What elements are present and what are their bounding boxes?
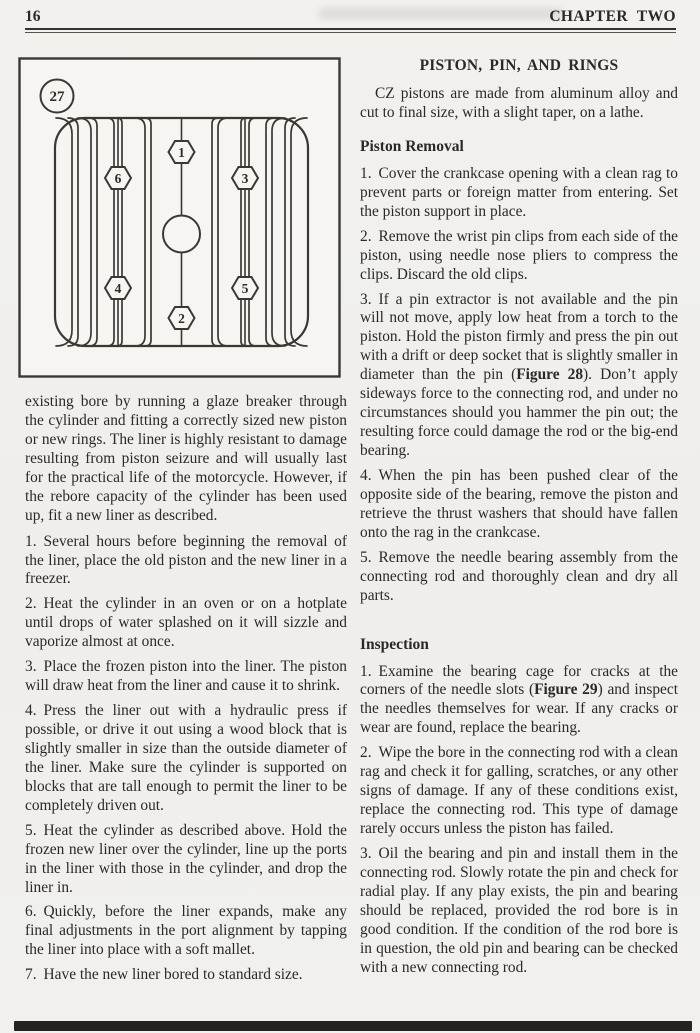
inspection-heading: Inspection	[360, 635, 429, 653]
step-number: 1.	[360, 662, 372, 680]
scan-bottom-bar	[14, 1021, 692, 1031]
step-text: Heat the cylinder as described above. Hold the frozen new liner over the cylinder, line up the ports in the liner with those in the cylinder, and drop the liner in.	[25, 821, 347, 896]
step-number: 2.	[360, 744, 372, 762]
callout-3: 3	[241, 170, 249, 186]
page-header	[25, 8, 676, 26]
step-text: ) and inspect the needles themselves for wear. If any cracks or wear are found, replace the bearing.	[360, 681, 678, 737]
step-text: Wipe the bore in the connecting rod with a clean rag and check it for galling, scratches, or any other signs of damage. If any of these conditions exist, replace the connecting rod. This type of damage rarely occurs unless the piston has failed.	[360, 744, 678, 837]
step-paragraph	[360, 467, 678, 543]
step-text: Press the liner out with a hydraulic press if possible, or drive it out using a wood block that is slightly smaller in size than the outside diameter of the liner. Make sure the cylinder is supported on blocks that are tall enough to permit the liner to be completely driven out.	[25, 702, 347, 814]
intro-paragraph: CZ pistons are made from aluminum alloy and cut to final size, with a slight taper, on a lathe.	[360, 85, 678, 121]
step-paragraph	[25, 966, 347, 985]
step-text: Examine the bearing cage for cracks at the corners of the needle slots (	[360, 662, 678, 699]
step-paragraph	[360, 549, 678, 606]
cylinder-head-torque-sequence-drawing	[18, 57, 341, 378]
step-text: Oil the bearing and pin and install them in the connecting rod. Slowly rotate the pin and check for radial play. If any play exists, the pin and bearing should be replaced, provided the rod bore is in good condition. If the condition of the rod bore is in question, the old pin and bearing can be checked with a new connecting rod.	[360, 844, 678, 976]
step-number: 5.	[25, 821, 37, 839]
callout-2: 2	[178, 310, 185, 326]
step-number: 4.	[360, 466, 372, 484]
step-paragraph	[360, 165, 678, 222]
chapter-title: CHAPTER TWO	[549, 8, 676, 25]
callout-5: 5	[241, 280, 249, 296]
step-paragraph	[360, 744, 678, 839]
step-text: ). Don’t apply sideways force to the connecting rod, and under no circumstances should you hammer the pin out; the resulting force could damage the rod or the big-end bearing.	[360, 366, 678, 459]
step-number: 3.	[360, 290, 372, 308]
step-paragraph	[25, 595, 347, 652]
step-text: Remove the needle bearing assembly from the connecting rod and thoroughly clean and dry all parts.	[360, 548, 678, 604]
step-paragraph	[360, 663, 678, 739]
continuation-paragraph: existing bore by running a glaze breaker through the cylinder and fitting a correctly sized new piston or new rings. The liner is highly resistant to damage resulting from piston seizure and will usually last for the practical life of the motorcycle. However, if the rebore capacity of the cylinder has been used up, fit a new liner as described.	[25, 393, 347, 524]
step-number: 7.	[25, 966, 37, 984]
step-paragraph	[25, 903, 347, 960]
step-text: Quickly, before the liner expands, make any final adjustments in the port alignment by tapping the liner into place with a soft mallet.	[25, 903, 347, 959]
step-number: 3.	[25, 658, 37, 676]
page-number: 16	[25, 8, 41, 25]
right-column	[360, 55, 678, 991]
step-text: If a pin extractor is not available and the pin will not move, apply low heat from a torch to the piston. Hold the piston firmly and press the pin out with a drift or deep socket that is slightly smaller in diameter than the pin (	[360, 290, 678, 384]
step-number: 3.	[360, 844, 372, 862]
figure-number-label: 27	[49, 89, 65, 105]
figure-reference: Figure 29	[534, 681, 598, 699]
step-text: Cover the crankcase opening with a clean rag to prevent parts or foreign matter from entering. Set the piston support in place.	[360, 164, 678, 220]
left-column	[25, 55, 347, 991]
step-text: Heat the cylinder in an oven or on a hotplate until drops of water splashed on it will sizzle and vaporize almost at once.	[25, 595, 347, 651]
step-text: Have the new liner bored to standard size.	[43, 966, 303, 984]
step-paragraph	[360, 291, 678, 461]
callout-1: 1	[178, 144, 185, 160]
step-text: Place the frozen piston into the liner. The piston will draw heat from the liner and cause it to shrink.	[25, 658, 347, 695]
step-number: 1.	[25, 532, 37, 550]
piston-removal-steps	[360, 165, 678, 606]
step-paragraph	[25, 658, 347, 696]
spark-plug-hole	[163, 216, 200, 253]
header-rule-thick	[25, 28, 676, 30]
step-text: When the pin has been pushed clear of the opposite side of the bearing, remove the piston and retrieve the thrust washers that should have fallen onto the rag in the crankcase.	[360, 466, 678, 541]
step-paragraph	[25, 822, 347, 898]
step-number: 4.	[25, 702, 37, 720]
section-heading: PISTON, PIN, AND RINGS	[419, 57, 619, 74]
step-paragraph	[25, 702, 347, 816]
callout-6: 6	[114, 170, 122, 186]
piston-removal-heading: Piston Removal	[360, 137, 464, 155]
step-text: Remove the wrist pin clips from each side of the piston, using needle nose pliers to compress the clips. Discard the old clips.	[360, 227, 678, 283]
step-number: 2.	[25, 595, 37, 613]
step-paragraph	[360, 845, 678, 978]
step-paragraph	[360, 228, 678, 285]
two-column-body	[25, 55, 678, 991]
figure-reference: Figure 28	[516, 366, 584, 384]
header-rule-thin	[25, 32, 676, 33]
step-number: 2.	[360, 227, 372, 245]
callout-4: 4	[114, 280, 122, 296]
liner-replacement-steps	[25, 533, 347, 986]
inspection-steps	[360, 663, 678, 978]
step-number: 5.	[360, 548, 372, 566]
step-number: 1.	[360, 164, 372, 182]
figure-27-cylinder-head-diagram	[18, 57, 341, 378]
step-number: 6.	[25, 903, 37, 921]
step-text: Several hours before beginning the removal of the liner, place the old piston and the new liner in a freezer.	[25, 532, 347, 588]
step-paragraph	[25, 533, 347, 590]
